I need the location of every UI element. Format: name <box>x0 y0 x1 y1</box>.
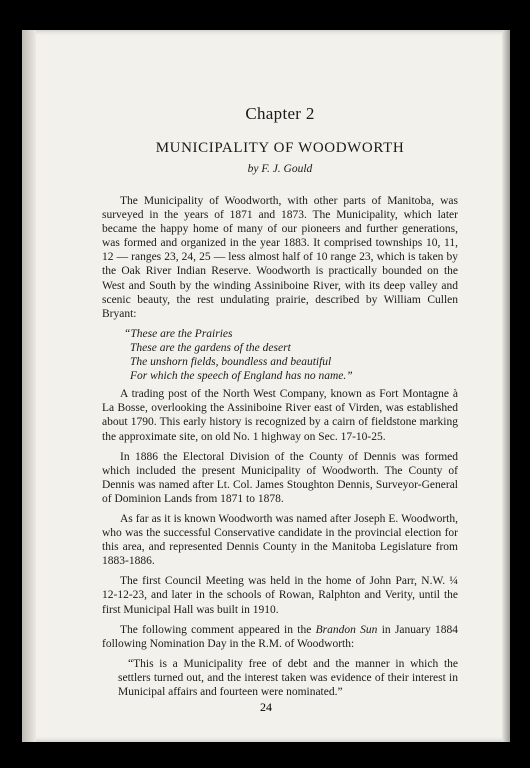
poem-line-1: “These are the Prairies <box>124 327 233 340</box>
page-content <box>102 104 458 699</box>
paragraph-1: The Municipality of Woodworth, with other parts of Manitoba, was surveyed in the years of 1871 and 1873. The Municipality, which later became the happy home of many of our pioneers and further generations, was formed and organized in the year 1883. It comprised townships 10, 11, 12 — ranges 23, 24, 25 — less almost half of 10 range 23, which is taken by the Oak River Indian Reserve. Woodworth is practically bounded on the West and South by the winding Assiniboine River, with its deep valley and scenic beauty, the rest undulating prairie, described by William Cullen Bryant: <box>102 195 458 320</box>
paragraph-6 <box>102 623 458 651</box>
newspaper-quote: “This is a Municipality free of debt and the manner in which the settlers turned out, and the interest taken was evidence of their interest in Municipal affairs and fourteen were nominated.” <box>118 657 458 698</box>
paragraph-6-text-b: in January 1884 following Nomination Day in the R.M. of Woodworth: <box>102 623 458 650</box>
paragraph-2: A trading post of the North West Company, known as Fort Montagne à La Bosse, overlooking the Assiniboine River east of Virden, was established about 1790. This early history is recognized by a cairn of fieldstone marking the approximate site, on old No. 1 highway on Sec. 17-10-25. <box>102 388 458 443</box>
poem-line-2: These are the gardens of the desert <box>130 341 291 354</box>
chapter-body <box>102 194 458 699</box>
newspaper-name: Brandon Sun <box>315 623 378 636</box>
poem-quote <box>102 327 458 383</box>
page-spine-shadow <box>22 30 36 742</box>
book-page <box>22 30 510 742</box>
paragraph-5: The first Council Meeting was held in the home of John Parr, N.W. ¼ 12-12-23, and later in the schools of Rowan, Ralphton and Verity, until the first Municipal Hall was built in 1910. <box>102 575 458 616</box>
author-byline: by F. J. Gould <box>247 163 313 175</box>
page-edge-shadow <box>502 30 510 742</box>
page-number: 24 <box>260 700 272 714</box>
paragraph-3: In 1886 the Electoral Division of the County of Dennis was formed which included the present Municipality of Woodworth. The County of Dennis was named after Lt. Col. James Stoughton Dennis, Surveyor-General of Dominion Lands from 1871 to 1878. <box>102 450 458 505</box>
chapter-title: MUNICIPALITY OF WOODWORTH <box>155 140 405 156</box>
paragraph-4: As far as it is known Woodworth was named after Joseph E. Woodworth, who was the successful Conservative candidate in the provincial election for this area, and represented Dennis County in the Manitoba Legislature from 1883-1886. <box>102 512 458 568</box>
poem-line-3: The unshorn fields, boundless and beautiful <box>130 356 332 369</box>
paragraph-6-text-a: The following comment appeared in the <box>120 623 316 636</box>
chapter-label: Chapter 2 <box>245 104 315 123</box>
poem-line-4: For which the speech of England has no name.” <box>130 370 353 383</box>
